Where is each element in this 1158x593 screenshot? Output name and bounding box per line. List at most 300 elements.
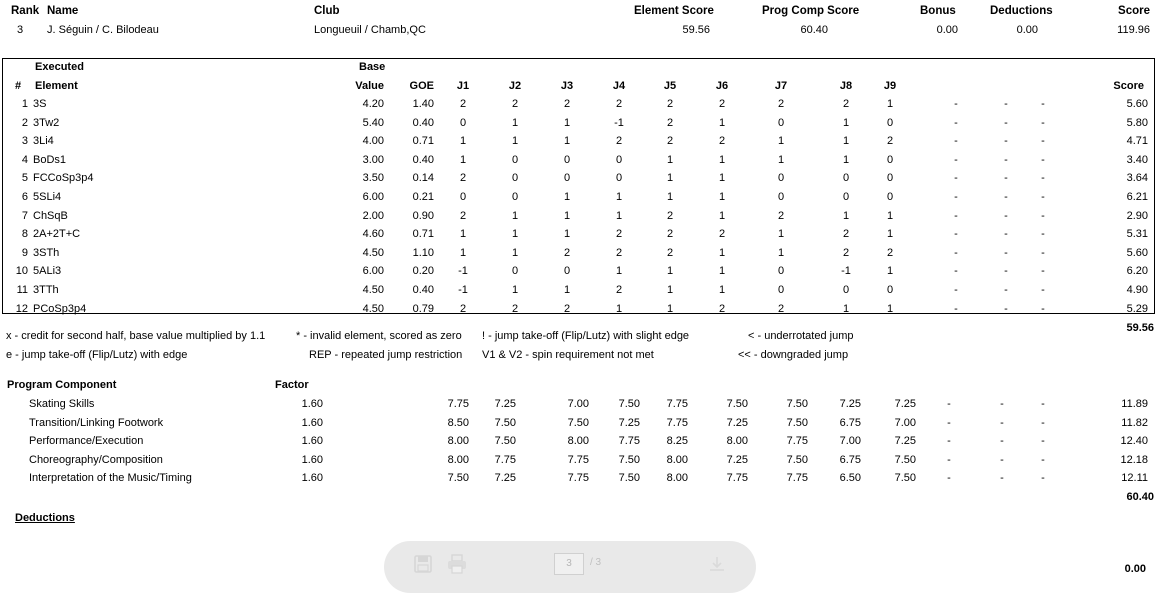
element-empty-judge: - [1004,116,1008,129]
element-empty-judge: - [954,228,958,241]
element-judge-2: 1 [511,116,519,129]
component-judge-2: 7.25 [494,472,516,485]
component-factor: 1.60 [301,416,323,429]
component-judge-4: 7.25 [618,416,640,429]
element-base-value: 4.50 [362,302,384,315]
element-empty-judge: - [1041,172,1045,185]
element-base-value: 4.50 [362,246,384,259]
component-empty-judge: - [947,398,951,410]
element-judge-3: 0 [563,172,571,185]
element-judge-6: 1 [718,265,726,278]
element-judge-5: 1 [666,191,674,203]
legend-edge: e - jump take-off (Flip/Lutz) with edge [6,349,188,361]
program-component-header: Program Component [7,379,117,391]
element-empty-judge: - [1004,284,1008,296]
bonus-value: 0.00 [936,24,958,36]
element-judge-8: -1 [841,265,851,278]
component-judge-5: 8.00 [666,453,688,466]
element-judge-5: 2 [666,228,674,241]
element-goe: 0.71 [412,228,434,241]
element-empty-judge: - [954,284,958,296]
component-empty-judge: - [1041,416,1045,429]
element-judge-7: 2 [777,302,785,315]
element-judge-9: 0 [886,116,894,129]
element-empty-judge: - [1004,302,1008,315]
element-judge-3: 1 [563,135,571,148]
element-judge-6: 2 [718,228,726,241]
component-judge-2: 7.25 [494,398,516,410]
component-judge-4: 7.50 [618,398,640,410]
element-score: 5.29 [1126,302,1148,315]
component-judge-6: 7.50 [726,398,748,410]
element-goe: 0.40 [412,284,434,296]
element-judge-3: 0 [563,153,571,166]
element-empty-judge: - [1041,153,1045,166]
component-name: Interpretation of the Music/Timing [29,472,192,485]
skater-name: J. Séguin / C. Bilodeau [47,24,159,36]
element-judge-4: 0 [615,153,623,166]
component-judge-3: 7.00 [567,398,589,410]
element-base-value: 5.40 [362,116,384,129]
component-score: 12.11 [1121,472,1148,485]
element-judge-4: 1 [615,209,623,222]
component-empty-judge: - [1000,472,1004,485]
element-judge-1: 1 [459,153,467,166]
element-judge-4: 1 [615,191,623,203]
element-judge-9: 1 [886,228,894,241]
element-number: 2 [21,116,28,129]
element-judge-6: 2 [718,135,726,148]
pdf-toolbar [384,541,756,593]
component-row [0,397,1158,415]
element-judge-2: 2 [511,98,519,110]
component-empty-judge: - [947,416,951,429]
legend-underrotated: < - underrotated jump [748,330,854,342]
number-header: # [15,80,22,92]
element-judge-1: 2 [459,98,467,110]
component-judge-7: 7.50 [786,453,808,466]
element-judge-1: 1 [459,246,467,259]
element-empty-judge: - [954,172,958,185]
element-base-value: 2.00 [362,209,384,222]
element-code: 2A+2T+C [33,228,81,241]
element-judge-6: 2 [718,302,726,315]
component-judge-8: 6.75 [839,416,861,429]
element-goe: 1.40 [412,98,434,110]
j4-header: J4 [612,80,626,92]
element-score-value: 59.56 [682,24,710,36]
element-judge-7: 0 [777,191,785,203]
element-score: 5.31 [1126,228,1148,241]
element-score: 4.90 [1126,284,1148,296]
element-goe: 0.14 [412,172,434,185]
executed-header: Executed [35,61,84,73]
page-total: / 3 [590,557,602,568]
element-judge-1: -1 [458,265,468,278]
element-number: 6 [21,191,28,203]
element-empty-judge: - [1004,265,1008,278]
j1-header: J1 [456,80,470,92]
component-judge-9: 7.25 [894,435,916,448]
element-judge-7: 2 [777,98,785,110]
element-judge-2: 1 [511,209,519,222]
element-judge-3: 2 [563,98,571,110]
element-score: 5.60 [1126,246,1148,259]
element-goe: 0.79 [412,302,434,315]
element-code: 3TTh [33,284,59,296]
element-number: 8 [21,228,28,241]
element-judge-8: 1 [842,153,850,166]
element-judge-4: 2 [615,98,623,110]
element-row [0,246,1158,264]
element-base-value: 3.00 [362,153,384,166]
component-judge-3: 8.00 [567,435,589,448]
element-judge-9: 0 [886,284,894,296]
element-empty-judge: - [954,135,958,148]
element-number: 11 [16,284,28,296]
deductions-header: Deductions [990,5,1053,17]
element-code: 5SLi4 [33,191,62,203]
component-judge-1: 7.75 [447,398,469,410]
element-goe: 0.21 [412,191,434,203]
component-judge-1: 8.50 [447,416,469,429]
element-judge-7: 1 [777,228,785,241]
element-goe: 0.40 [412,116,434,129]
element-judge-5: 1 [666,284,674,296]
element-goe: 0.90 [412,209,434,222]
element-empty-judge: - [1041,135,1045,148]
element-judge-9: 1 [886,209,894,222]
factor-header: Factor [275,379,309,391]
element-judge-1: 2 [459,302,467,315]
element-score: 5.80 [1126,116,1148,129]
component-empty-judge: - [947,472,951,485]
element-row [0,283,1158,301]
element-row [0,171,1158,189]
element-judge-2: 0 [511,172,519,185]
element-code: FCCoSp3p4 [33,172,94,185]
component-judge-3: 7.50 [567,416,589,429]
component-judge-3: 7.75 [567,453,589,466]
component-judge-8: 6.75 [839,453,861,466]
elements-total: 59.56 [1126,322,1154,334]
element-number: 5 [21,172,28,185]
element-base-value: 6.00 [362,191,384,203]
element-empty-judge: - [954,209,958,222]
element-judge-4: 2 [615,246,623,259]
element-empty-judge: - [1004,135,1008,148]
component-judge-8: 7.00 [839,435,861,448]
element-judge-9: 0 [886,153,894,166]
component-empty-judge: - [1041,435,1045,448]
element-row [0,190,1158,208]
element-judge-7: 0 [777,116,785,129]
element-judge-4: -1 [614,116,624,129]
element-judge-4: 0 [615,172,623,185]
component-judge-1: 7.50 [447,472,469,485]
element-judge-9: 1 [886,265,894,278]
element-base-value: 4.50 [362,284,384,296]
element-empty-judge: - [954,246,958,259]
component-judge-2: 7.50 [494,435,516,448]
element-empty-judge: - [954,302,958,315]
element-judge-7: 0 [777,265,785,278]
element-judge-1: 2 [459,209,467,222]
element-judge-5: 2 [666,98,674,110]
component-judge-7: 7.50 [786,398,808,410]
element-judge-7: 0 [777,284,785,296]
j3-header: J3 [560,80,574,92]
element-number: 1 [21,98,28,110]
component-judge-1: 8.00 [447,453,469,466]
component-judge-9: 7.00 [894,416,916,429]
element-empty-judge: - [954,98,958,110]
element-judge-9: 2 [886,246,894,259]
element-judge-8: 1 [842,135,850,148]
element-judge-3: 1 [563,228,571,241]
element-judge-4: 2 [615,284,623,296]
element-empty-judge: - [1004,228,1008,241]
component-score: 11.89 [1121,398,1148,410]
goe-header: GOE [409,80,434,92]
component-empty-judge: - [1000,453,1004,466]
component-empty-judge: - [1041,398,1045,410]
component-judge-2: 7.50 [494,416,516,429]
element-base-value: 4.60 [362,228,384,241]
element-judge-5: 1 [666,302,674,315]
component-judge-1: 8.00 [447,435,469,448]
component-judge-6: 7.75 [726,472,748,485]
element-base-value: 3.50 [362,172,384,185]
component-judge-7: 7.75 [786,435,808,448]
element-judge-7: 1 [777,153,785,166]
element-empty-judge: - [1041,265,1045,278]
element-empty-judge: - [1041,302,1045,315]
j6-header: J6 [715,80,729,92]
element-judge-7: 0 [777,172,785,185]
component-empty-judge: - [1041,472,1045,485]
element-judge-1: 0 [459,116,467,129]
j9-header: J9 [883,80,897,92]
component-judge-4: 7.50 [618,472,640,485]
component-empty-judge: - [1000,435,1004,448]
element-judge-4: 1 [615,265,623,278]
element-goe: 0.20 [412,265,434,278]
element-empty-judge: - [1004,98,1008,110]
element-number: 10 [15,265,28,278]
component-score: 11.82 [1121,416,1148,429]
name-header: Name [47,5,79,17]
element-judge-8: 0 [842,172,850,185]
element-empty-judge: - [1041,191,1045,203]
element-judge-6: 1 [718,172,726,185]
element-judge-5: 2 [666,209,674,222]
element-judge-9: 0 [886,172,894,185]
element-judge-9: 1 [886,302,894,315]
element-row [0,264,1158,282]
element-code: 3S [33,98,47,110]
element-judge-4: 2 [615,135,623,148]
element-goe: 0.40 [412,153,434,166]
element-number: 7 [21,209,28,222]
component-name: Performance/Execution [29,435,144,448]
element-empty-judge: - [1004,153,1008,166]
element-judge-8: 2 [842,228,850,241]
element-score: 6.21 [1126,191,1148,203]
element-score: 4.71 [1126,135,1148,148]
component-judge-4: 7.75 [618,435,640,448]
component-factor: 1.60 [301,398,323,410]
component-judge-5: 8.00 [666,472,688,485]
legend-invalid: * - invalid element, scored as zero [296,330,462,342]
component-judge-5: 8.25 [666,435,688,448]
component-factor: 1.60 [301,453,323,466]
component-row [0,471,1158,489]
element-judge-3: 2 [563,302,571,315]
element-base-value: 4.20 [362,98,384,110]
component-judge-9: 7.25 [894,398,916,410]
element-goe: 0.71 [412,135,434,148]
element-score: 2.90 [1126,209,1148,222]
print-icon[interactable] [446,553,468,575]
component-judge-6: 7.25 [726,416,748,429]
element-judge-5: 2 [666,116,674,129]
element-judge-3: 1 [563,191,571,203]
component-judge-7: 7.50 [786,416,808,429]
component-judge-5: 7.75 [666,398,688,410]
save-icon[interactable] [412,553,434,575]
element-judge-5: 1 [666,265,674,278]
element-judge-5: 1 [666,153,674,166]
element-score: 5.60 [1126,98,1148,110]
element-judge-6: 2 [718,98,726,110]
element-judge-2: 1 [511,284,519,296]
element-row [0,227,1158,245]
page-number-input[interactable]: 3 [554,553,584,575]
element-judge-7: 1 [777,246,785,259]
element-base-value: 4.00 [362,135,384,148]
legend-rep: REP - repeated jump restriction [309,349,463,361]
element-judge-2: 0 [511,153,519,166]
element-empty-judge: - [1004,191,1008,203]
element-judge-3: 1 [563,284,571,296]
j2-header: J2 [508,80,522,92]
element-judge-8: 1 [842,116,850,129]
component-score: 12.18 [1120,453,1148,466]
element-judge-2: 1 [511,246,519,259]
element-empty-judge: - [1004,209,1008,222]
element-judge-2: 1 [511,135,519,148]
component-score: 12.40 [1120,435,1148,448]
component-judge-8: 6.50 [839,472,861,485]
element-judge-8: 0 [842,191,850,203]
element-judge-6: 1 [718,153,726,166]
element-number: 4 [21,153,28,166]
components-total: 60.40 [1126,491,1154,503]
j8-header: J8 [839,80,853,92]
element-empty-judge: - [1041,228,1045,241]
element-judge-8: 2 [842,246,850,259]
element-judge-1: -1 [458,284,468,296]
element-goe: 1.10 [412,246,434,259]
element-judge-4: 1 [615,302,623,315]
component-name: Skating Skills [29,398,95,410]
component-empty-judge: - [947,453,951,466]
element-judge-8: 2 [842,98,850,110]
component-empty-judge: - [1000,416,1004,429]
element-judge-5: 2 [666,135,674,148]
element-judge-8: 0 [842,284,850,296]
element-score: 6.20 [1126,265,1148,278]
element-judge-3: 1 [563,116,571,129]
legend-slight-edge: ! - jump take-off (Flip/Lutz) with slight edge [482,330,690,342]
element-row [0,134,1158,152]
club-header: Club [314,5,340,17]
download-icon[interactable] [706,553,728,575]
component-row [0,434,1158,452]
element-score: 3.40 [1126,153,1148,166]
component-judge-5: 7.75 [666,416,688,429]
component-judge-4: 7.50 [618,453,640,466]
element-judge-9: 0 [886,191,894,203]
component-row [0,453,1158,471]
element-judge-3: 0 [563,265,571,278]
deductions-title: Deductions [15,512,75,524]
element-empty-judge: - [954,153,958,166]
j7-header: J7 [774,80,788,92]
element-empty-judge: - [1041,209,1045,222]
element-judge-5: 1 [666,172,674,185]
element-empty-judge: - [954,191,958,203]
element-judge-2: 0 [511,191,519,203]
element-empty-judge: - [954,116,958,129]
element-judge-6: 1 [718,116,726,129]
element-number: 9 [21,246,28,259]
element-empty-judge: - [1041,284,1045,296]
element-empty-judge: - [954,265,958,278]
component-judge-9: 7.50 [894,472,916,485]
component-empty-judge: - [1041,453,1045,466]
prog-comp-score-value: 60.40 [800,24,828,36]
element-row [0,97,1158,115]
component-judge-2: 7.75 [494,453,516,466]
total-score-value: 119.96 [1117,24,1150,36]
element-judge-3: 2 [563,246,571,259]
element-base-value: 6.00 [362,265,384,278]
element-judge-2: 2 [511,302,519,315]
component-judge-3: 7.75 [567,472,589,485]
element-code: PCoSp3p4 [33,302,87,315]
element-judge-1: 0 [459,191,467,203]
j5-header: J5 [663,80,677,92]
element-header: Element [35,80,78,92]
element-empty-judge: - [1041,116,1045,129]
score-header: Score [1118,5,1150,17]
component-name: Choreography/Composition [29,453,163,466]
element-empty-judge: - [1041,98,1045,110]
element-score-col-header: Score [1113,80,1144,92]
component-empty-judge: - [1000,398,1004,410]
element-judge-9: 2 [886,135,894,148]
element-row [0,116,1158,134]
component-judge-9: 7.50 [894,453,916,466]
element-judge-7: 1 [777,135,785,148]
club-value: Longueuil / Chamb,QC [314,24,426,36]
element-score-header: Element Score [634,5,714,17]
component-factor: 1.60 [301,472,323,485]
value-header: Value [355,80,384,92]
legend-downgraded: << - downgraded jump [738,349,849,361]
